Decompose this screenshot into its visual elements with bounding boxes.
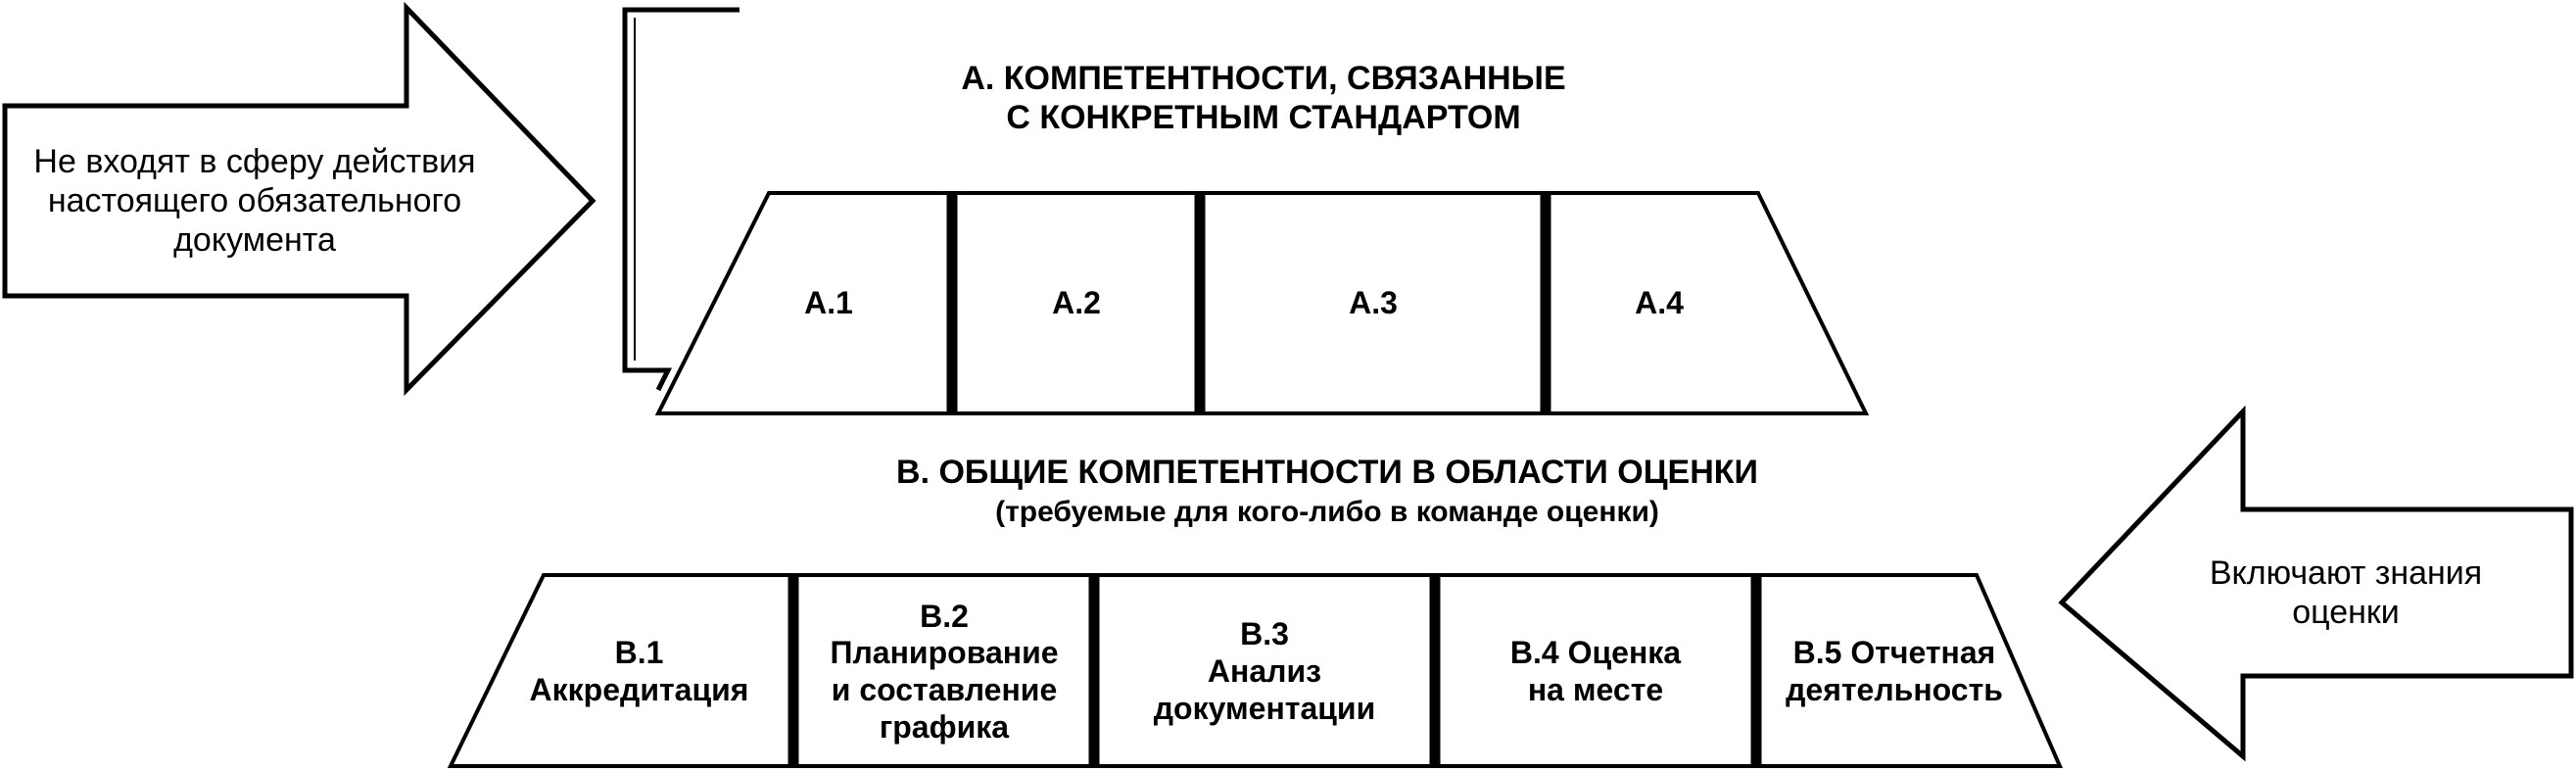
- section-b-cell: В.3 Анализ документации: [1153, 616, 1376, 726]
- section-b-cell: В.5 Отчетная деятельность: [1786, 635, 2003, 707]
- section-b-cell: В.2 Планирование и составление графика: [830, 598, 1059, 745]
- section-a-cell: А.4: [1635, 285, 1684, 321]
- section-b-title: В. ОБЩИЕ КОМПЕТЕНТНОСТИ В ОБЛАСТИ ОЦЕНКИ: [896, 454, 1758, 492]
- section-b-cell: В.1 Аккредитация: [529, 635, 749, 707]
- section-b-subtitle: (требуемые для кого-либо в команде оценки): [995, 496, 1659, 529]
- section-a-cell: А.1: [804, 285, 853, 321]
- section-a-cell: А.2: [1052, 285, 1101, 321]
- section-a-title: А. КОМПЕТЕНТНОСТИ, СВЯЗАННЫЕ С КОНКРЕТНЫМ СТАНДАРТОМ: [961, 59, 1566, 136]
- right-arrow-label: Включают знания оценки: [2209, 554, 2483, 631]
- section-b-cell: В.4 Оценка на месте: [1509, 635, 1682, 707]
- left-arrow-label: Не входят в сферу действия настоящего обязательного документа: [33, 142, 476, 260]
- section-a-cell: А.3: [1349, 285, 1398, 321]
